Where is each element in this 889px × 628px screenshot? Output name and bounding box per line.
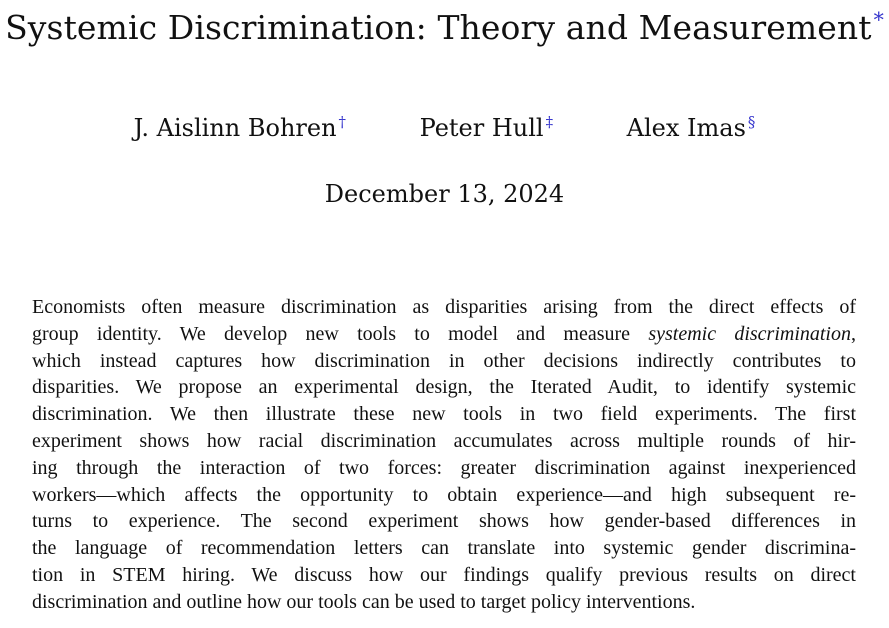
abstract-line: turns to experience. The second experiment shows how gender-based differences in [32,510,856,533]
abstract-line: which instead captures how discrimination in other decisions indirectly contributes to [32,349,856,372]
abstract-line [32,321,856,348]
author-name: Peter Hull [419,114,544,142]
author-list [0,108,889,148]
paper-title-text: Systemic Discrimination: Theory and Measurement [5,8,872,47]
paper-title [0,4,889,52]
abstract-line: discrimination. We then illustrate these new tools in two field experiments. The first [32,403,856,426]
author-imas [627,108,756,148]
author-footnote-mark[interactable]: † [338,113,346,131]
abstract-emphasis: systemic discrimination [648,322,851,345]
paper-date: December 13, 2024 [324,180,565,208]
abstract-line: the language of recommendation letters can translate into systemic gender discrimina- [32,537,856,560]
title-footnote-mark[interactable]: * [873,8,884,32]
author-bohren [134,108,346,148]
abstract-line: Economists often measure discrimination as disparities arising from the direct effects of [32,296,856,318]
abstract-line: ing through the interaction of two forces: greater discrimination against inexperienced [32,456,856,479]
abstract-emphasis-tail: , [850,322,856,345]
author-name: J. Aislinn Bohren [133,114,337,142]
abstract-line: disparities. We propose an experimental design, the Iterated Audit, to identify systemic [32,376,856,399]
author-hull [420,108,553,148]
author-footnote-mark[interactable]: ‡ [545,113,554,131]
author-footnote-mark[interactable]: § [747,113,756,131]
author-name: Alex Imas [626,114,746,142]
abstract [32,294,856,616]
abstract-line: discrimination and outline how our tools can be used to target policy interventions. [32,590,696,613]
abstract-line-text: group identity. We develop new tools to model and measure [32,322,649,345]
abstract-line: experiment shows how racial discrimination accumulates across multiple rounds of hir- [32,429,856,452]
abstract-line: tion in STEM hiring. We discuss how our findings qualify previous results on direct [32,563,856,586]
abstract-line: workers—which affects the opportunity to obtain experience—and high subsequent re- [32,483,856,506]
